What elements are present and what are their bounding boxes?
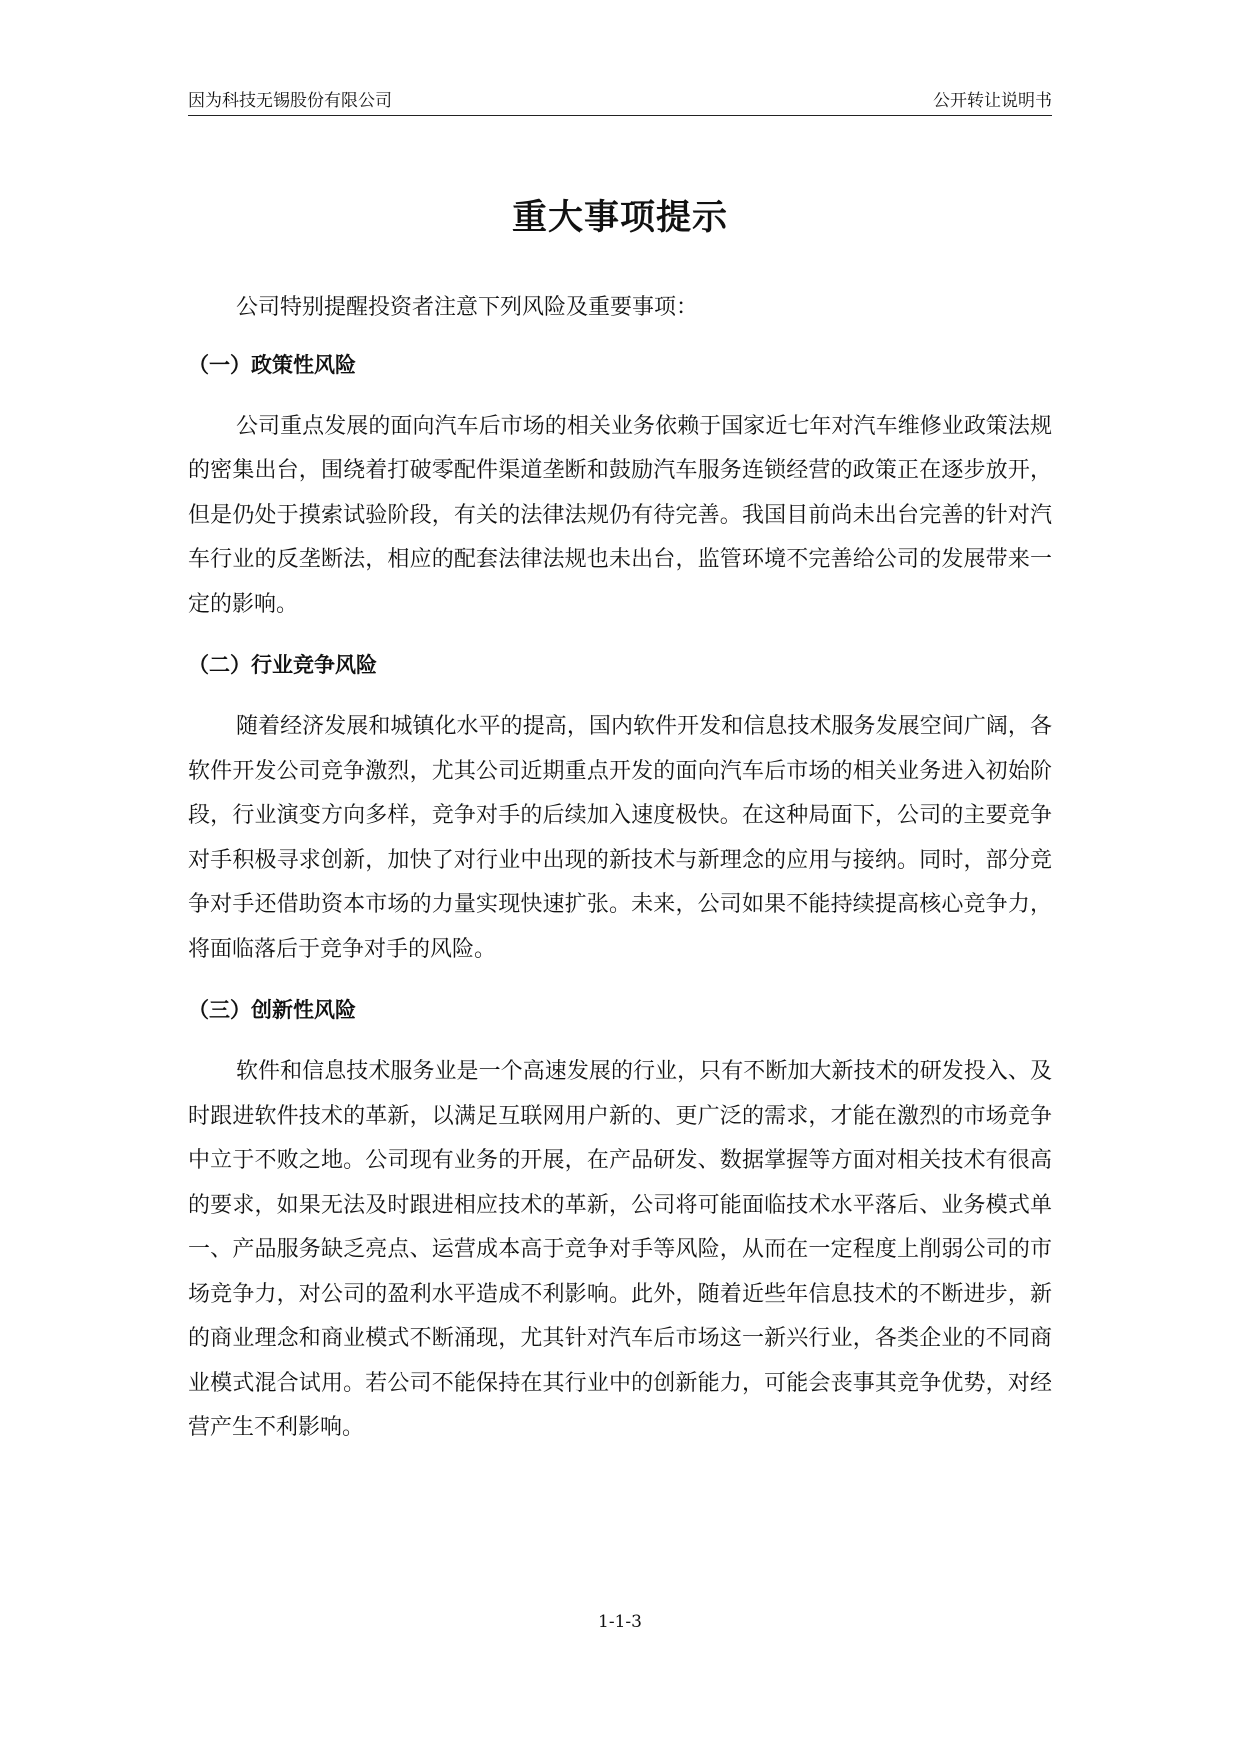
section-heading: （二）行业竞争风险	[188, 653, 377, 677]
section-paragraph: 随着经济发展和城镇化水平的提高，国内软件开发和信息技术服务发展空间广阔，各软件开发公司竞争激烈，尤其公司近期重点开发的面向汽车后市场的相关业务进入初始阶段，行业演变方向多样，竞争对手的后续加入速度极快。在这种局面下，公司的主要竞争对手积极寻求创新，加快了对行业中出现的新技术与新理念的应用与接纳。同时，部分竞争对手还借助资本市场的力量实现快速扩张。未来，公司如果不能持续提高核心竞争力，将面临落后于竞争对手的风险。	[188, 714, 1052, 962]
intro-paragraph: 公司特别提醒投资者注意下列风险及重要事项：	[236, 295, 699, 320]
page-title: 重大事项提示	[511, 198, 728, 238]
section-heading: （三）创新性风险	[188, 998, 356, 1022]
header-document-type: 公开转让说明书	[933, 91, 1052, 111]
section-innovation-risk	[188, 994, 1052, 1451]
header-company-name: 因为科技无锡股份有限公司	[188, 91, 392, 111]
section-competition-risk	[188, 649, 1052, 972]
section-heading: （一）政策性风险	[188, 352, 356, 377]
page-number: 1-1-3	[598, 1612, 642, 1632]
page-header	[188, 86, 1052, 116]
section-policy-risk	[188, 349, 1052, 628]
section-paragraph: 软件和信息技术服务业是一个高速发展的行业，只有不断加大新技术的研发投入、及时跟进软件技术的革新，以满足互联网用户新的、更广泛的需求，才能在激烈的市场竞争中立于不败之地。公司现有业务的开展，在产品研发、数据掌握等方面对相关技术有很高的要求，如果无法及时跟进相应技术的革新，公司将可能面临技术水平落后、业务模式单一、产品服务缺乏亮点、运营成本高于竞争对手等风险，从而在一定程度上削弱公司的市场竞争力，对公司的盈利水平造成不利影响。此外，随着近些年信息技术的不断进步，新的商业理念和商业模式不断涌现，尤其针对汽车后市场这一新兴行业，各类企业的不同商业模式混合试用。若公司不能保持在其行业中的创新能力，可能会丧事其竞争优势，对经营产生不利影响。	[188, 1059, 1052, 1440]
document-body	[188, 190, 1052, 1473]
section-paragraph: 公司重点发展的面向汽车后市场的相关业务依赖于国家近七年对汽车维修业政策法规的密集出台，围绕着打破零配件渠道垄断和鼓励汽车服务连锁经营的政策正在逐步放开，但是仍处于摸索试验阶段，有关的法律法规仍有待完善。我国目前尚未出台完善的针对汽车行业的反垄断法，相应的配套法律法规也未出台，监管环境不完善给公司的发展带来一定的影响。	[188, 413, 1052, 617]
